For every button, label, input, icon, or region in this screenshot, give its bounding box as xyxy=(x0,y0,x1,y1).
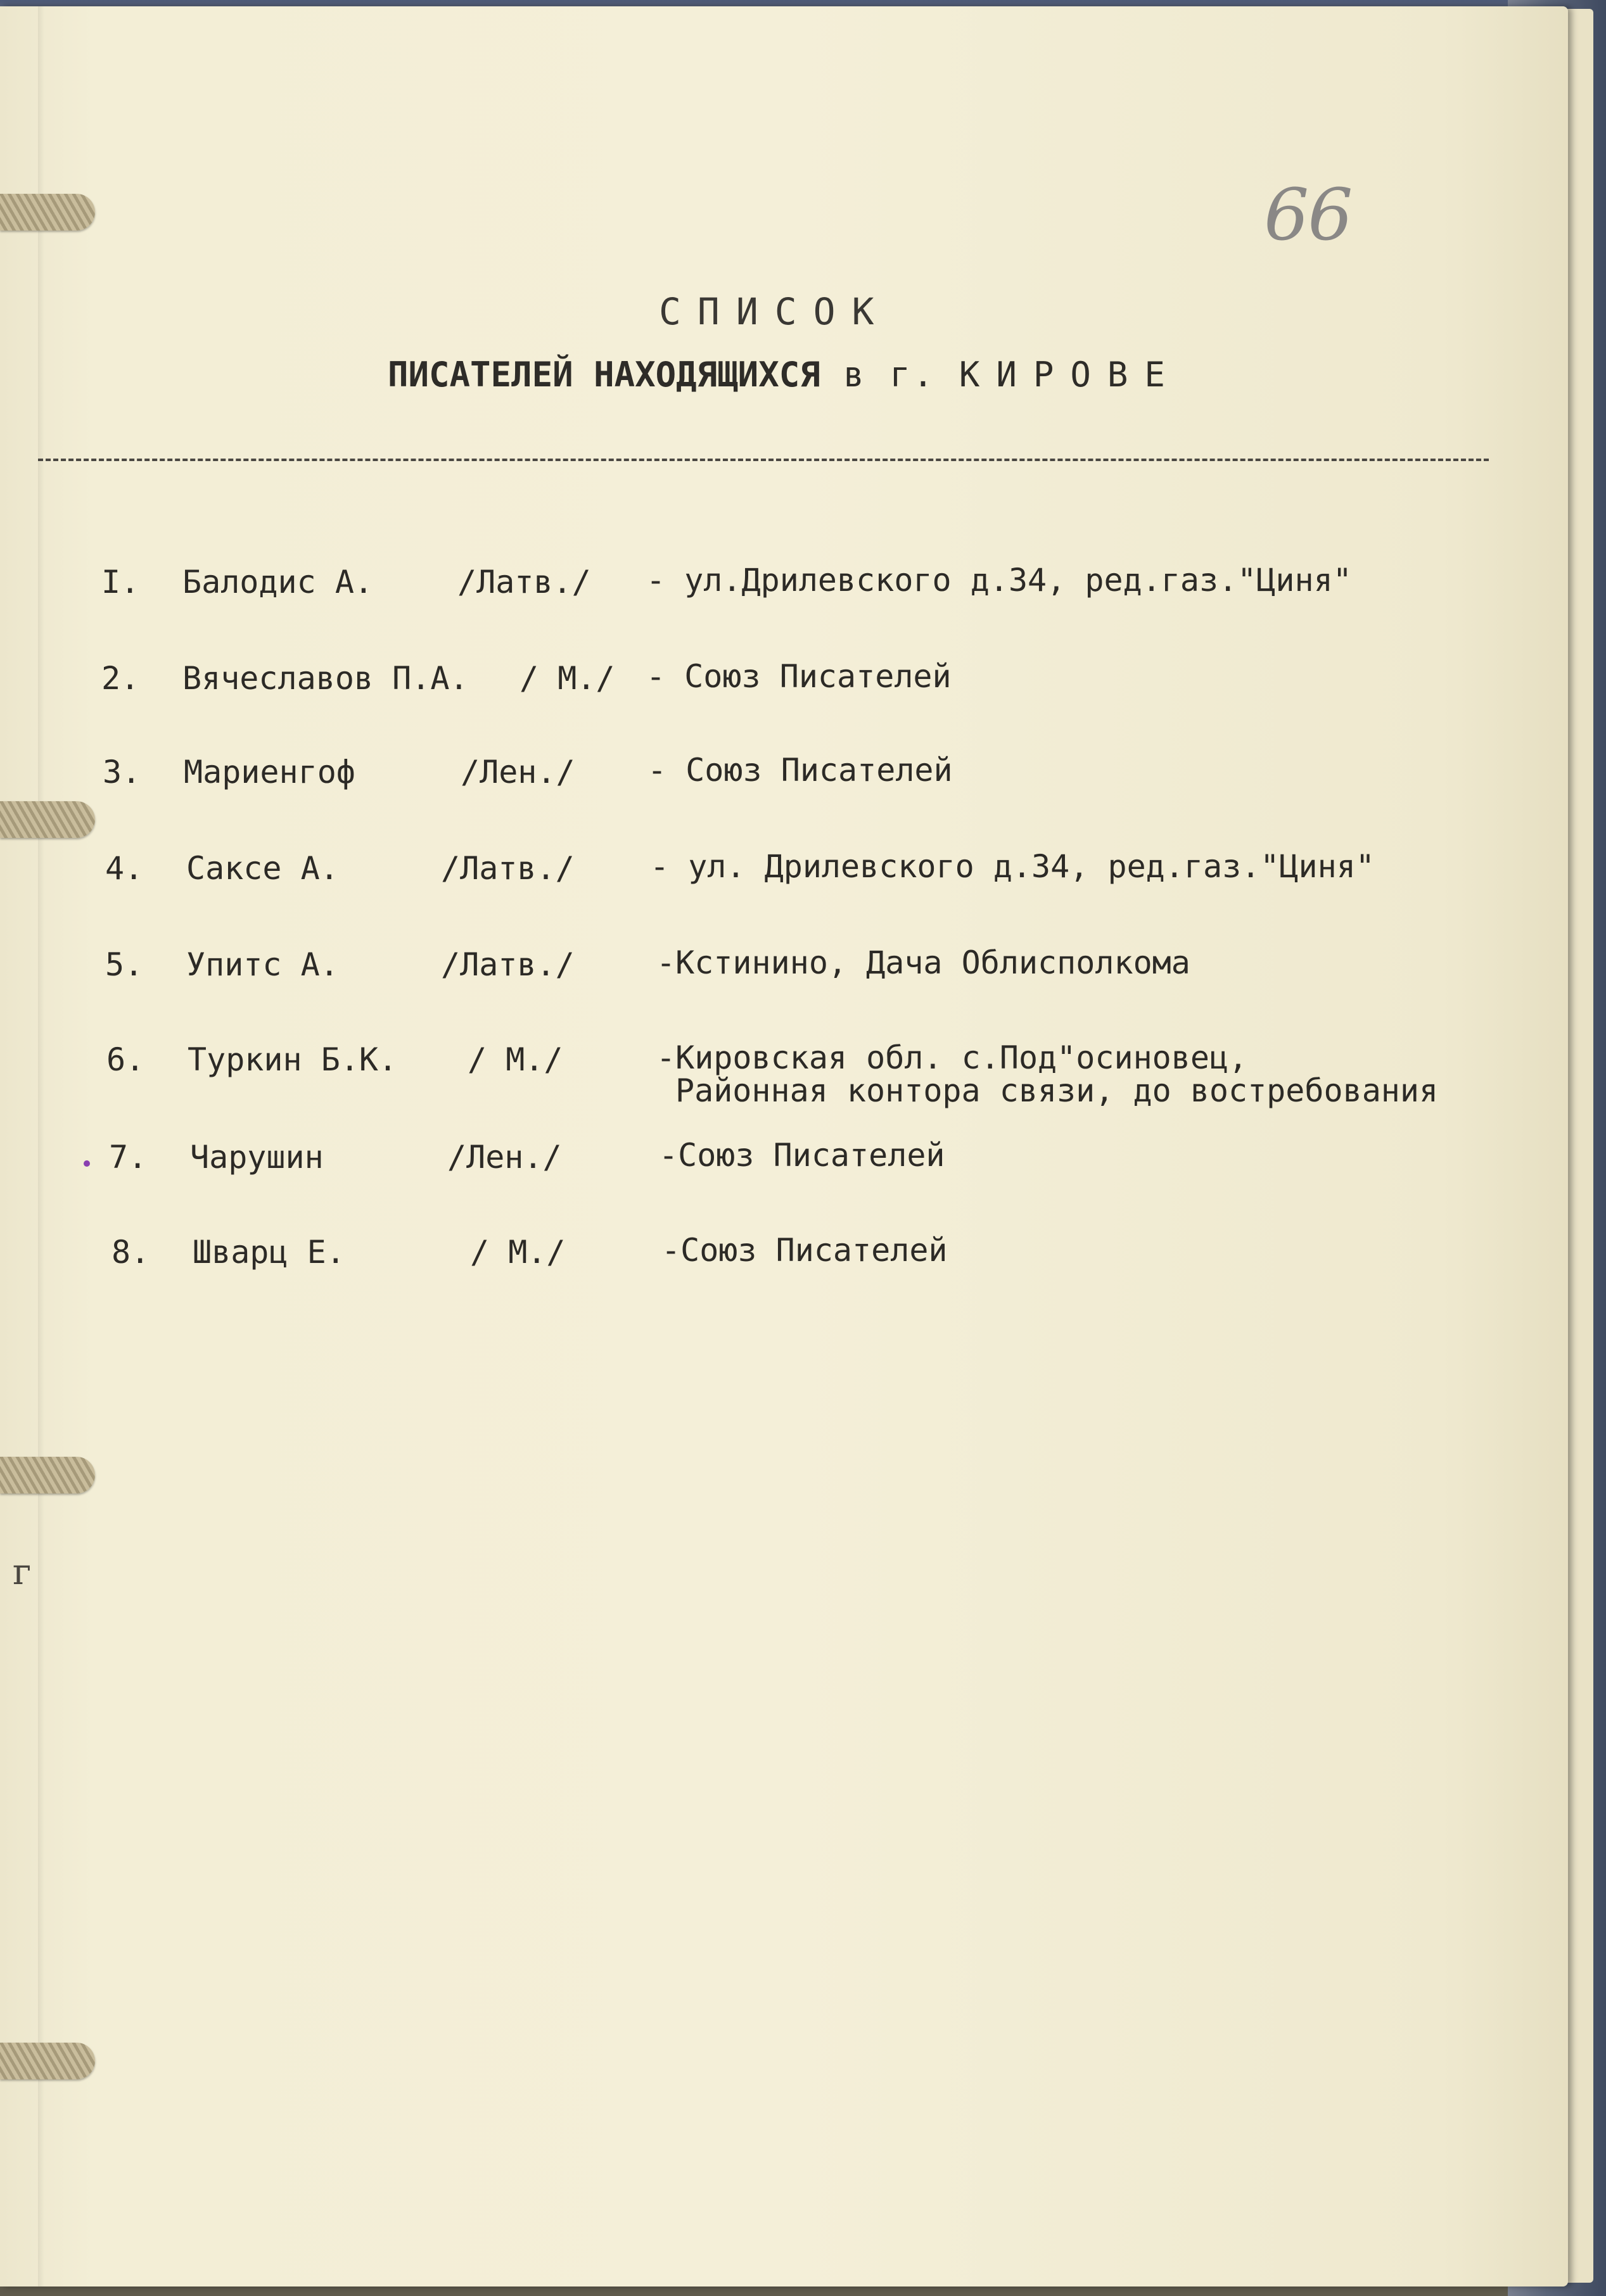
entry-address xyxy=(646,564,1352,597)
entry-number: 7. xyxy=(109,1139,148,1176)
entry-address xyxy=(659,1139,945,1172)
entry-name: Саксе А. xyxy=(186,850,339,887)
entry-origin: /Лен./ xyxy=(447,1139,562,1176)
entry-name: Балодис А. xyxy=(182,564,374,600)
entry-origin: /Лен./ xyxy=(461,754,575,790)
entry-address xyxy=(646,660,952,693)
margin-note: г xyxy=(13,1552,32,1593)
address-line: Районная контора связи, до востребования xyxy=(675,1072,1439,1109)
subtitle-in-city: в г. xyxy=(843,355,936,395)
entry-name: Вячеславов П.А. xyxy=(182,660,469,697)
entry-origin: /Латв./ xyxy=(457,564,591,600)
address-line: - Союз Писателей xyxy=(647,752,953,789)
folio-number: 66 xyxy=(1264,174,1352,257)
dashed-separator xyxy=(38,459,1489,461)
entry-origin: / М./ xyxy=(468,1041,563,1078)
entry-address xyxy=(656,1041,1438,1107)
subtitle-writers: ПИСАТЕЛЕЙ НАХОДЯЩИХСЯ xyxy=(388,355,820,395)
binding-string-2 xyxy=(0,801,95,838)
binding-string-3 xyxy=(0,1457,95,1494)
subtitle-city: КИРОВЕ xyxy=(959,355,1182,395)
typed-page xyxy=(0,6,1568,2286)
document-title: СПИСОК xyxy=(659,290,891,333)
entry-number: 3. xyxy=(103,754,141,790)
binding-string-1 xyxy=(0,194,95,231)
entry-number: 6. xyxy=(106,1041,145,1078)
entry-name: Туркин Б.К. xyxy=(188,1041,398,1078)
entry-origin: / М./ xyxy=(470,1234,566,1271)
entry-number: 4. xyxy=(105,850,144,887)
address-line: -Кстинино, Дача Облисполкома xyxy=(656,944,1190,981)
entry-address xyxy=(661,1234,948,1267)
entry-address xyxy=(650,850,1375,883)
address-line: -Союз Писателей xyxy=(661,1232,948,1269)
entry-origin: /Латв./ xyxy=(441,850,575,887)
entry-name: Чарушин xyxy=(190,1139,324,1176)
binding-string-4 xyxy=(0,2043,95,2079)
entry-number: 8. xyxy=(112,1234,150,1271)
address-line: - ул. Дрилевского д.34, ред.газ."Циня" xyxy=(650,848,1375,885)
document-subtitle xyxy=(388,355,1182,395)
entry-address xyxy=(647,754,953,787)
entry-name: Шварц Е. xyxy=(193,1234,345,1271)
address-line: - ул.Дрилевского д.34, ред.газ."Циня" xyxy=(646,562,1352,599)
entry-address xyxy=(656,946,1190,979)
entry-origin: / М./ xyxy=(519,660,615,697)
ink-dot xyxy=(84,1160,90,1167)
entry-origin: /Латв./ xyxy=(441,946,575,983)
entry-number: 2. xyxy=(101,660,140,697)
entry-name: Мариенгоф xyxy=(184,754,355,790)
address-line: -Кировская обл. с.Под"осиновец, xyxy=(656,1039,1248,1076)
address-line: - Союз Писателей xyxy=(646,658,952,695)
address-line: -Союз Писателей xyxy=(659,1137,945,1174)
entry-number: I. xyxy=(101,564,140,600)
entry-number: 5. xyxy=(105,946,144,983)
binding-fold xyxy=(38,6,44,2286)
entry-name: Упитс А. xyxy=(186,946,339,983)
